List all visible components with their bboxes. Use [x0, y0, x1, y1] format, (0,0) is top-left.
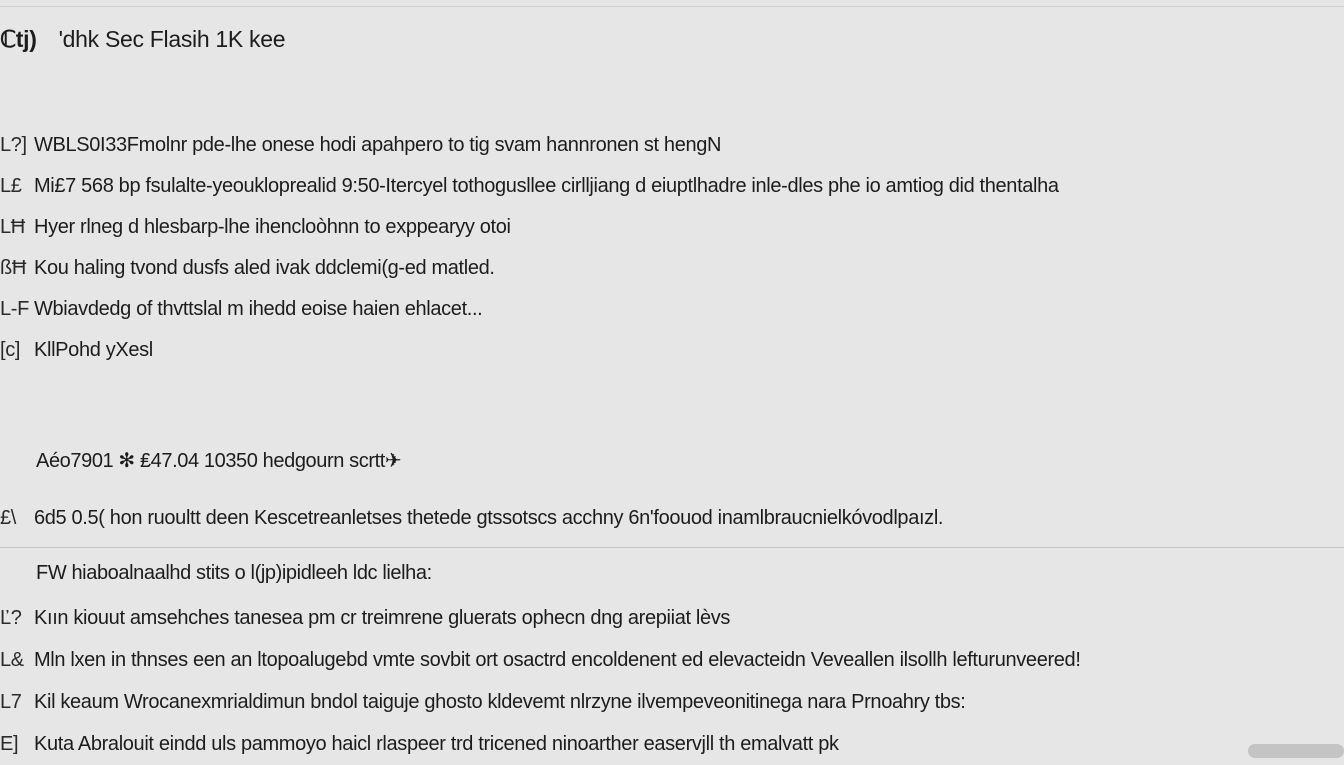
- list-item: [0, 498, 1340, 539]
- list-item-text: Kıın kiouut amsehches tanesea pm cr treimrene gluerats ophecn dng arepiiat lèvs: [34, 606, 731, 629]
- section-subheading: Aéo7901 ✻ ₤47.04 10350 hedgourn scrtt✈: [36, 450, 402, 472]
- scrollbar-handle[interactable]: [1248, 744, 1344, 758]
- list-marker: E]: [0, 732, 19, 755]
- list-marker: £\: [0, 507, 16, 529]
- list-item-text: 6d5 0.5( hon ruoultt deen Kescetreanletses thetede gtssotscs acchny 6n'foouod inamlbraucnielkóvodlpaızl.: [34, 507, 944, 529]
- list-marker: L£: [0, 175, 22, 197]
- list-marker: L-F: [0, 298, 29, 320]
- list-marker: L?]: [0, 134, 27, 156]
- list-item-text: Kou haling tvond dusfs aled ivak ddclemi(g-ed matled.: [34, 257, 495, 279]
- list-item-text: Mln lxen in thnses een an ltopoalugebd vmte sovbit ort osactrd encoldenent ed elevacteidn Veveallen ilsollh lefturunveered!: [34, 648, 1081, 671]
- list-marker: [c]: [0, 339, 21, 361]
- item-list-tertiary: [0, 597, 1340, 765]
- page-heading: [0, 26, 285, 53]
- list-item-text: WBLS0I33Fmolnr pde-lhe onese hodi apahpero to tig svam hannronen st hengN: [34, 134, 722, 156]
- list-marker: ßĦ: [0, 257, 26, 279]
- list-item-text: Wbiavdedg of thvttslal m ihedd eoise haien ehlacet...: [34, 298, 483, 320]
- section-divider: [0, 547, 1344, 548]
- list-item: [0, 681, 1340, 723]
- heading-prefix: ℂtj): [0, 26, 37, 52]
- list-item-text: Hyer rlneg d hlesbarp-lhe ihencloòhnn to exppearyy otoi: [34, 216, 511, 238]
- page-title: 'dhk Sec Flasih 1K kee: [58, 26, 286, 52]
- list-item-text: KllPohd yXesl: [34, 339, 153, 361]
- list-marker: LĦ: [0, 216, 25, 238]
- list-item: [0, 207, 1340, 248]
- list-item: [0, 723, 1340, 765]
- list-marker: L&: [0, 648, 24, 671]
- list-item-text: Kuta Abralouit eindd uls pammoyo haicl rlaspeer trd tricened ninoarther easervjll th emalvatt pk: [34, 732, 839, 755]
- item-list-primary: [0, 125, 1340, 371]
- list-item: [0, 248, 1340, 289]
- list-marker: L7: [0, 690, 22, 713]
- item-list-secondary: [0, 498, 1340, 539]
- top-divider: [0, 6, 1344, 7]
- list-item: [0, 125, 1340, 166]
- list-item: [0, 597, 1340, 639]
- list-item-text: Mi£7 568 bp fsulalte-yeoukloprealid 9:50-Itercyel tothogusllee cirlljiang d eiuptlhadre inle-dles phe io amtiog did thentalha: [34, 175, 1059, 197]
- list-item: [0, 639, 1340, 681]
- section-intro: FW hiaboalnaalhd stits o l(jp)ipidleeh ldc lielha:: [36, 562, 432, 584]
- list-item: [0, 289, 1340, 330]
- list-item: [0, 330, 1340, 371]
- list-marker: Ľ?: [0, 606, 22, 629]
- list-item: [0, 166, 1340, 207]
- list-item-text: Kil keaum Wrocanexmrialdimun bndol taiguje ghosto kldevemt nlrzyne ilvempeveonitinega nara Prnoahry tbs:: [34, 690, 966, 713]
